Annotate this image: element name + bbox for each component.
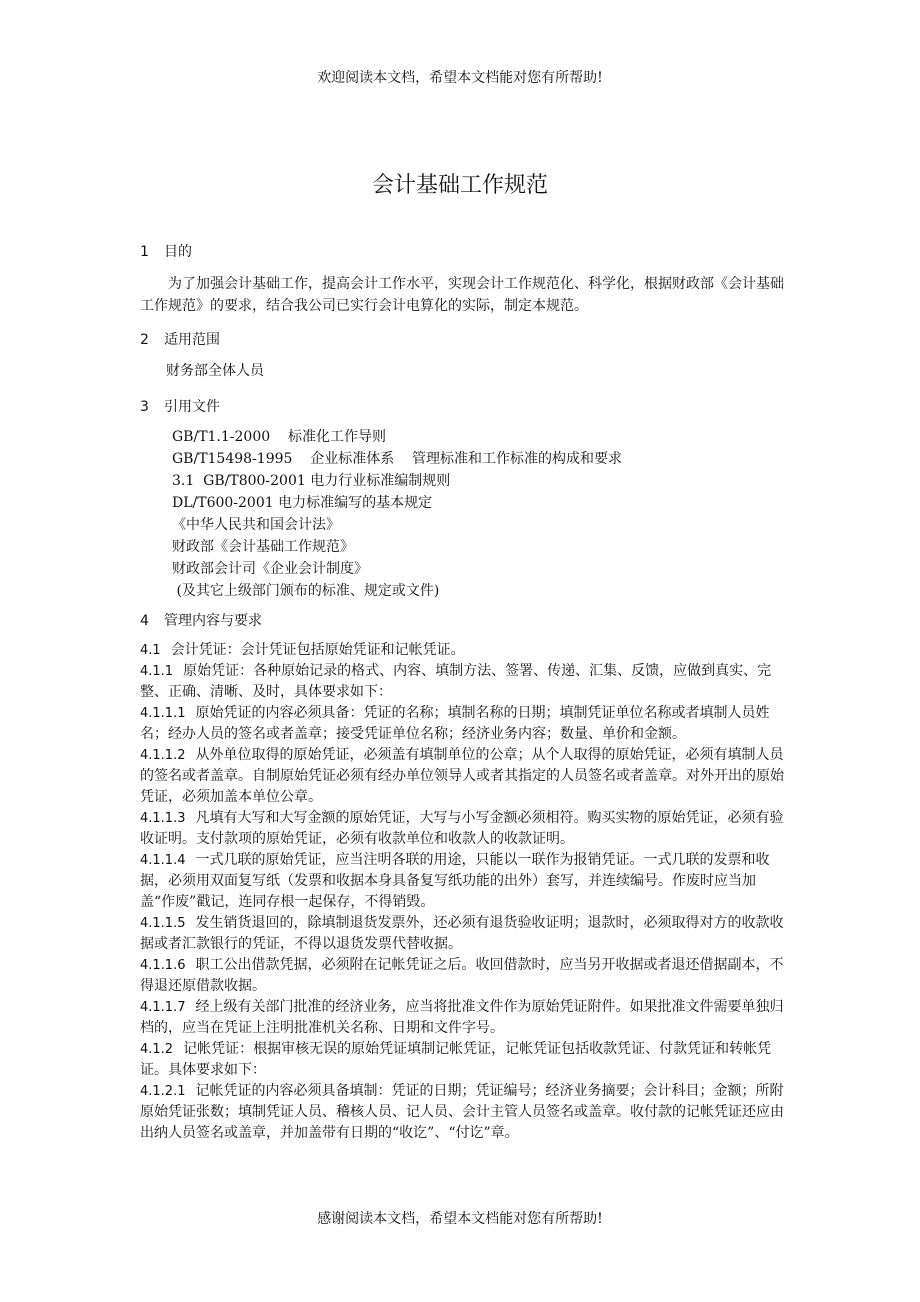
clause-text: 记帐凭证：根据审核无误的原始凭证填制记帐凭证，记帐凭证包括收款凭证、付款凭证和转帐凭证。具体要求如下： (140, 1041, 772, 1078)
clause-text: 经上级有关部门批准的经济业务，应当将批准文件作为原始凭证附件。如果批准文件需要单独归档的，应当在凭证上注明批准机关名称、日期和文件字号。 (140, 999, 784, 1036)
page-header: 欢迎阅读本文档，希望本文档能对您有所帮助! (317, 70, 603, 86)
clause-number: 4.1.1 (140, 664, 174, 679)
section-4-body (140, 640, 784, 1144)
clause-text: 凡填有大写和大写金额的原始凭证，大写与小写金额必须相符。购买实物的原始凭证，必须有验收证明。支付款项的原始凭证，必须有收款单位和收款人的收款证明。 (140, 810, 784, 847)
reference-item: 财政部会计司《企业会计制度》 (172, 561, 368, 577)
clause-number: 4.1.2 (140, 1042, 174, 1057)
section-4-heading (140, 610, 262, 630)
clause-text: 会计凭证：会计凭证包括原始凭证和记帐凭证。 (170, 642, 465, 658)
clause-number: 4.1.1.7 (140, 1000, 186, 1015)
clause-text: 发生销货退回的，除填制退货发票外，还必须有退货验收证明；退款时，必须取得对方的收款收据或者汇款银行的凭证，不得以退货发票代替收据。 (140, 915, 784, 952)
clause-text: 一式几联的原始凭证，应当注明各联的用途，只能以一联作为报销凭证。一式几联的发票和收据，必须用双面复写纸（发票和收据本身具备复写纸功能的出外）套写，并连续编号。作废时应当加盖“作废”戳记，连同存根一起保存，不得销毁。 (140, 852, 770, 910)
section-1-heading (140, 241, 192, 261)
section-2-text: 财务部全体人员 (166, 363, 264, 379)
page-footer: 感谢阅读本文档，希望本文档能对您有所帮助! (317, 1211, 603, 1227)
clause-text: 从外单位取得的原始凭证，必须盖有填制单位的公章；从个人取得的原始凭证，必须有填制人员的签名或者盖章。自制原始凭证必须有经办单位领导人或者其指定的人员签名或者盖章。对外开出的原始凭证，必须加盖本单位公章。 (140, 747, 784, 805)
section-number: 3 (140, 399, 149, 415)
clause-text: 记帐凭证的内容必须具备填制：凭证的日期；凭证编号；经济业务摘要；会计科目；金额；所附原始凭证张数；填制凭证人员、稽核人员、记人员、会计主管人员签名或盖章。收付款的记帐凭证还应由出纳人员签名或盖章，并加盖带有日期的“收讫”、“付讫”章。 (140, 1083, 784, 1141)
section-2-heading (140, 329, 220, 349)
section-number: 4 (140, 613, 149, 629)
clause (140, 703, 784, 745)
section-1-text: 为了加强会计基础工作，提高会计工作水平，实现会计工作规范化、科学化，根据财政部《会计基础工作规范》的要求，结合我公司已实行会计电算化的实际，制定本规范。 (140, 276, 784, 314)
clause (140, 913, 784, 955)
clause-number: 4.1.1.2 (140, 748, 186, 763)
page-title: 会计基础工作规范 (371, 173, 548, 198)
clause-text: 原始凭证的内容必须具备：凭证的名称；填制名称的日期；填制凭证单位名称或者填制人员姓名；经办人员的签名或者盖章；接受凭证单位名称；经济业务内容；数量、单价和金额。 (140, 705, 770, 742)
clause-number: 4.1.1.1 (140, 706, 186, 721)
section-title: 管理内容与要求 (164, 613, 262, 629)
reference-item: (及其它上级部门颁布的标准、规定或文件) (172, 583, 440, 599)
clause-number: 4.1 (140, 643, 161, 658)
reference-item: GB/T15498-1995 企业标准体系 管理标准和工作标准的构成和要求 (172, 451, 623, 467)
clause (140, 808, 784, 850)
clause-text: 原始凭证：各种原始记录的格式、内容、填制方法、签署、传递、汇集、反馈，应做到真实、完整、正确、清晰、及时，具体要求如下： (140, 663, 772, 700)
clause (140, 640, 784, 661)
reference-item: 财政部《会计基础工作规范》 (172, 539, 354, 555)
section-number: 2 (140, 332, 149, 348)
reference-item: 《中华人民共和国会计法》 (172, 517, 340, 533)
reference-item: 3.1 GB/T800-2001 电力行业标准编制规则 (172, 473, 451, 489)
clause (140, 850, 784, 913)
clause-number: 4.1.2.1 (140, 1084, 186, 1099)
clause-number: 4.1.1.6 (140, 958, 186, 973)
section-3-heading (140, 396, 220, 416)
clause (140, 745, 784, 808)
reference-item: DL/T600-2001 电力标准编写的基本规定 (172, 495, 433, 511)
clause (140, 1039, 784, 1081)
clause-text: 职工公出借款凭据，必须附在记帐凭证之后。收回借款时，应当另开收据或者退还借据副本，不得退还原借款收据。 (140, 957, 784, 994)
clause (140, 1081, 784, 1144)
section-title: 引用文件 (164, 399, 220, 415)
section-title: 目的 (164, 244, 192, 260)
clause-number: 4.1.1.5 (140, 916, 186, 931)
reference-item: GB/T1.1-2000 标准化工作导则 (172, 429, 386, 445)
clause (140, 955, 784, 997)
clause (140, 997, 784, 1039)
clause-number: 4.1.1.4 (140, 853, 186, 868)
clause-number: 4.1.1.3 (140, 811, 186, 826)
section-title: 适用范围 (164, 332, 220, 348)
clause (140, 661, 784, 703)
section-number: 1 (140, 244, 149, 260)
